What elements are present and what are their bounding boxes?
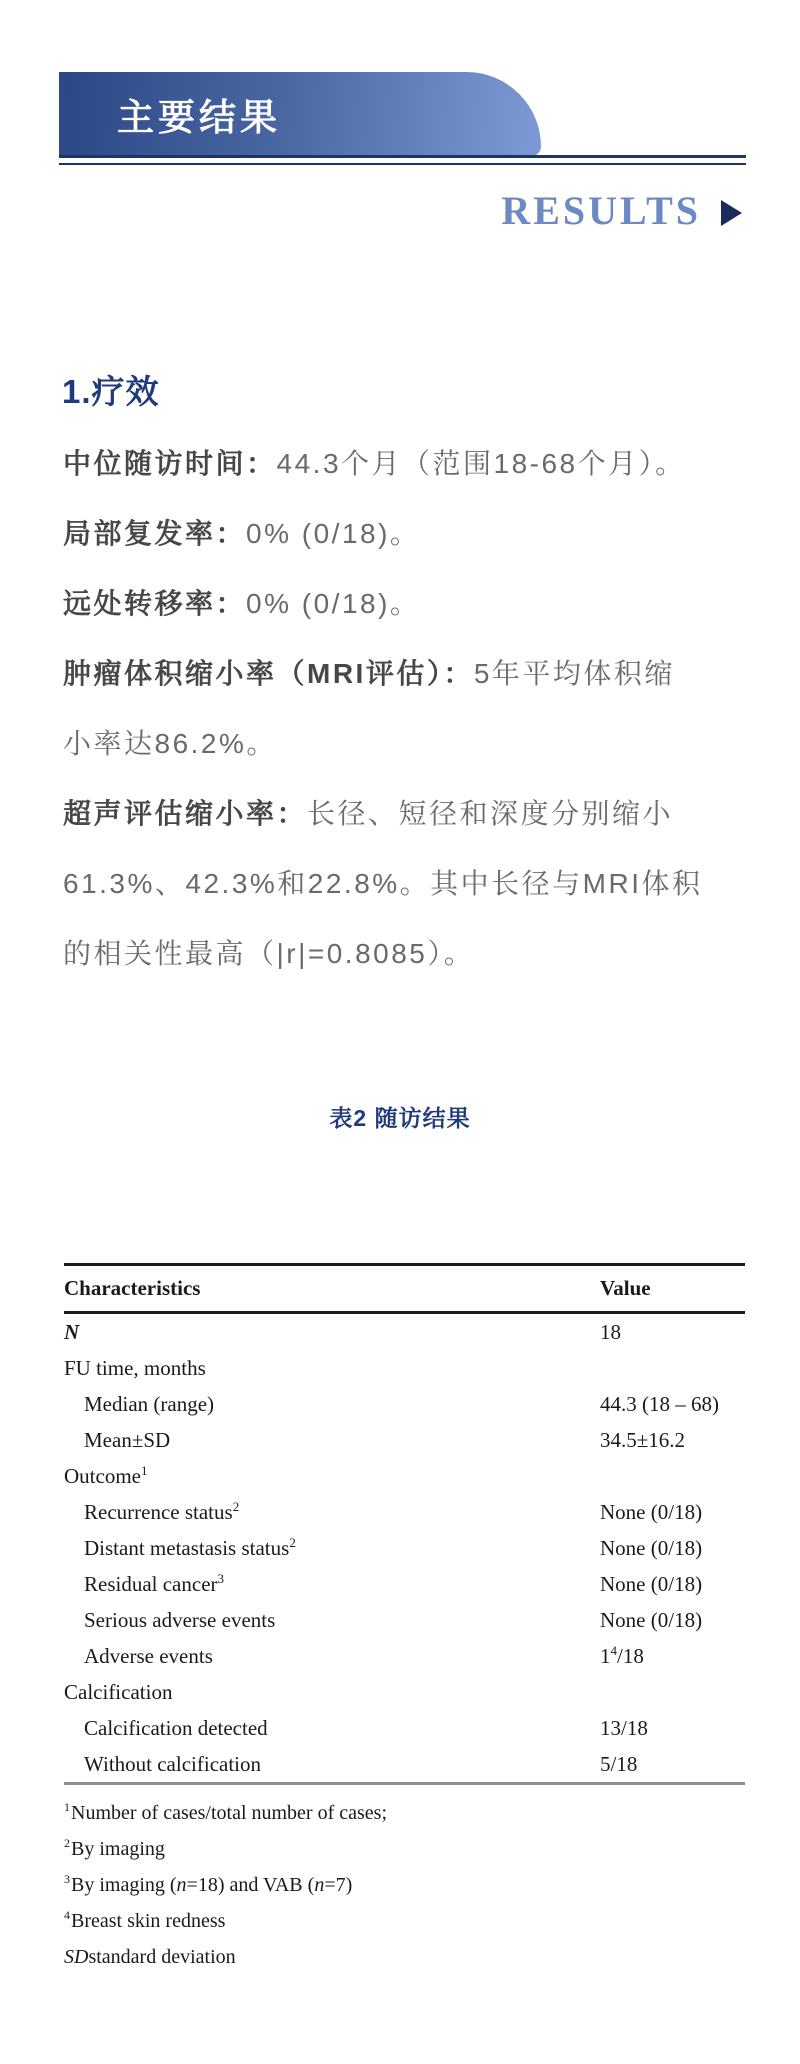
footnote: SD standard deviation: [64, 1945, 236, 1968]
row-value: None (0/18): [600, 1571, 703, 1596]
row-label: Mean±SD: [84, 1427, 171, 1452]
row-value: 34.5±16.2: [600, 1427, 686, 1452]
column-header-value: Value: [600, 1276, 651, 1300]
row-value: $1^4/18$: [600, 1642, 644, 1668]
table-row: [64, 1494, 745, 1530]
paragraph-label: 超声评估缩小率：: [63, 798, 308, 829]
paragraph-line: [63, 497, 763, 567]
table-caption: 表2 随访结果: [329, 1105, 471, 1131]
row-label: Calcification detected: [84, 1715, 268, 1740]
efficacy-paragraphs: [63, 427, 763, 987]
paragraph-text: 0% (0/18)。: [246, 518, 421, 549]
table-body: [64, 1314, 745, 1782]
arrow-right-icon: [721, 200, 742, 226]
paragraph-line: [63, 637, 763, 707]
row-value: None (0/18): [600, 1535, 703, 1560]
table-row: [64, 1422, 745, 1458]
results-title: RESULTS: [501, 188, 701, 233]
paragraph-text: 61.3%、42.3%和22.8%。其中长径与MRI体积: [63, 868, 703, 899]
row-label: Adverse events: [84, 1643, 213, 1668]
row-label: N: [64, 1319, 80, 1344]
paragraph-text: 小率达86.2%。: [63, 728, 277, 759]
table-row: [64, 1350, 745, 1386]
row-value: None (0/18): [600, 1607, 703, 1632]
header-divider-line-top: [59, 155, 746, 158]
paragraph-label: 远处转移率：: [63, 588, 247, 619]
results-header: [59, 188, 742, 234]
row-label: Serious adverse events: [84, 1607, 276, 1632]
paragraph-text: 5年平均体积缩: [473, 658, 675, 689]
paragraph-label: 中位随访时间：: [63, 448, 277, 479]
paragraph-line: [63, 917, 763, 987]
footnote: $^1$ Number of cases/total number of cases;: [64, 1800, 388, 1824]
row-label: Median (range): [84, 1391, 215, 1416]
row-label: Without calcification: [84, 1751, 262, 1776]
section-heading: 1.疗效: [62, 373, 160, 410]
banner-title: 主要结果: [117, 98, 281, 139]
paragraph-line: [63, 707, 763, 777]
footnote: $^4$ Breast skin redness: [64, 1908, 226, 1932]
paragraph-label: 局部复发率：: [63, 518, 247, 549]
paragraph-text: 的相关性最高（|r|=0.8085）。: [63, 938, 475, 969]
section-banner: [59, 72, 541, 156]
row-value: 5/18: [600, 1751, 638, 1776]
row-value: None (0/18): [600, 1499, 703, 1524]
footnote: $^3$ By imaging ( n =18) and VAB ( n =7): [64, 1872, 353, 1896]
footnote: $^2$ By imaging: [64, 1836, 165, 1860]
followup-results-table: [64, 1263, 745, 1785]
table-row: [64, 1710, 745, 1746]
table-row: [64, 1458, 745, 1494]
row-label: FU time, months: [64, 1355, 206, 1380]
row-value: 18: [600, 1319, 621, 1344]
paragraph-line: [63, 777, 763, 847]
row-value: 13/18: [600, 1715, 648, 1740]
column-header-characteristics: Characteristics: [64, 1276, 201, 1300]
paragraph-text: 44.3个月（范围18-68个月）。: [276, 448, 686, 479]
table-row: [64, 1638, 745, 1674]
table-row: [64, 1566, 745, 1602]
row-label: Residual cancer$^3$: [84, 1570, 225, 1596]
row-label: Outcome$^1$: [64, 1462, 148, 1488]
table-row: [64, 1314, 745, 1350]
table-footnotes: [64, 1795, 764, 1975]
paragraph-label: 肿瘤体积缩小率（MRI评估）：: [63, 658, 474, 689]
table-row: [64, 1746, 745, 1782]
row-label: Distant metastasis status$^2$: [84, 1534, 296, 1560]
paragraph-line: [63, 567, 763, 637]
paragraph-text: 0% (0/18)。: [246, 588, 421, 619]
table-row: [64, 1530, 745, 1566]
table-row: [64, 1386, 745, 1422]
row-value: 44.3 (18 – 68): [600, 1391, 719, 1416]
row-label: Recurrence status$^2$: [84, 1498, 240, 1524]
table-row: [64, 1602, 745, 1638]
paragraph-line: [63, 847, 763, 917]
paragraph-text: 长径、短径和深度分别缩小: [307, 798, 674, 829]
row-label: Calcification: [64, 1679, 173, 1704]
table-row: [64, 1674, 745, 1710]
paragraph-line: [63, 427, 763, 497]
table-header-row: [64, 1266, 745, 1311]
table-bottom-rule: [64, 1782, 745, 1785]
header-divider-line-bottom: [59, 163, 746, 165]
